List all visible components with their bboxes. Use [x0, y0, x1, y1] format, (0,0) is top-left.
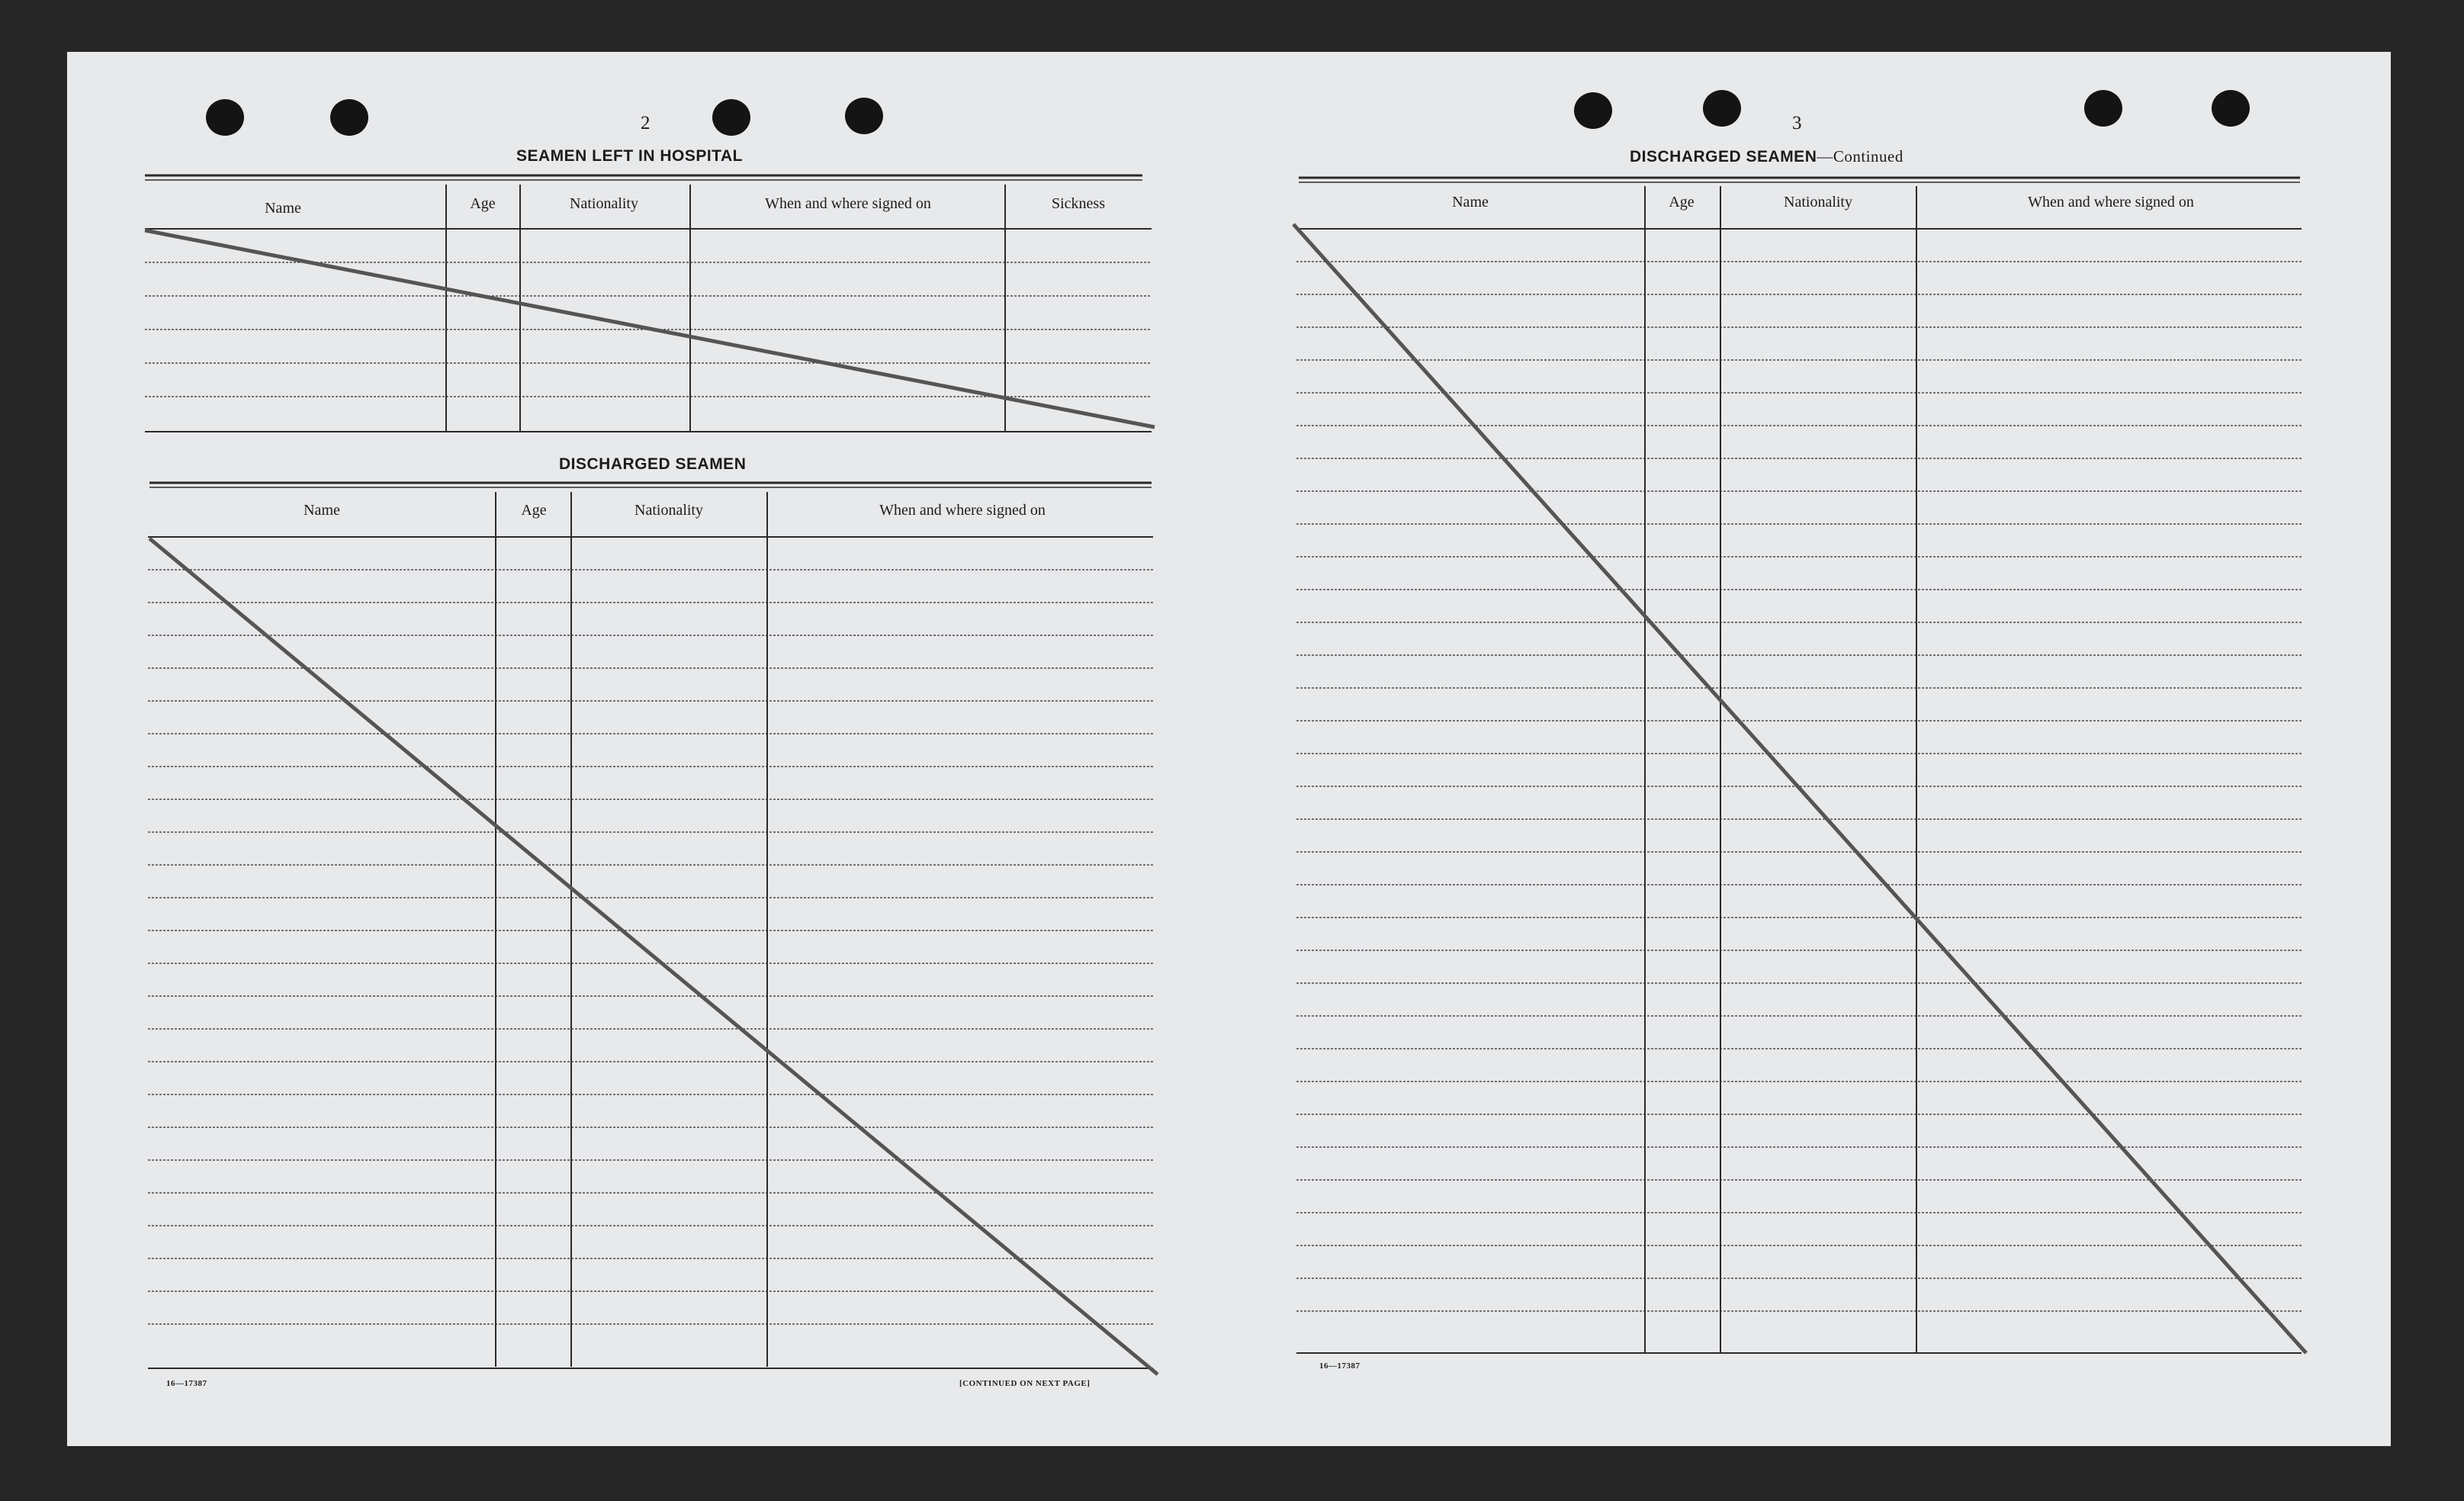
right-strike-line — [1293, 224, 2306, 1353]
discharged-row-rules — [148, 570, 1153, 1324]
hospital-col-signed-on: When and where signed on — [765, 195, 931, 212]
hospital-strike-line — [145, 230, 1155, 427]
discharged-continued-title-main: DISCHARGED SEAMEN — [1630, 148, 1817, 166]
page-number-left: 2 — [641, 113, 651, 133]
continued-suffix: —Continued — [1817, 147, 1903, 166]
discharged-section-title: DISCHARGED SEAMEN — [559, 455, 747, 473]
form-number-left: 16—17387 — [166, 1379, 207, 1388]
hospital-section-title: SEAMEN LEFT IN HOSPITAL — [516, 147, 743, 165]
form-number-right: 16—17387 — [1319, 1361, 1361, 1371]
discharged-strike-line — [149, 538, 1158, 1374]
hospital-col-age: Age — [470, 195, 496, 212]
page-number-right: 3 — [1792, 113, 1802, 133]
hospital-col-sickness: Sickness — [1052, 195, 1105, 212]
discharged-col-signed-on: When and where signed on — [879, 502, 1046, 519]
right-col-signed-on: When and where signed on — [2028, 194, 2194, 211]
hospital-col-nationality: Nationality — [570, 195, 638, 212]
hospital-col-name: Name — [265, 200, 301, 217]
discharged-col-name: Name — [304, 502, 340, 519]
right-col-name: Name — [1452, 194, 1489, 211]
right-col-age: Age — [1669, 194, 1695, 211]
discharged-col-age: Age — [521, 502, 547, 519]
right-col-nationality: Nationality — [1784, 194, 1852, 211]
discharged-col-nationality: Nationality — [634, 502, 703, 519]
continued-note: [CONTINUED ON NEXT PAGE] — [959, 1379, 1091, 1388]
